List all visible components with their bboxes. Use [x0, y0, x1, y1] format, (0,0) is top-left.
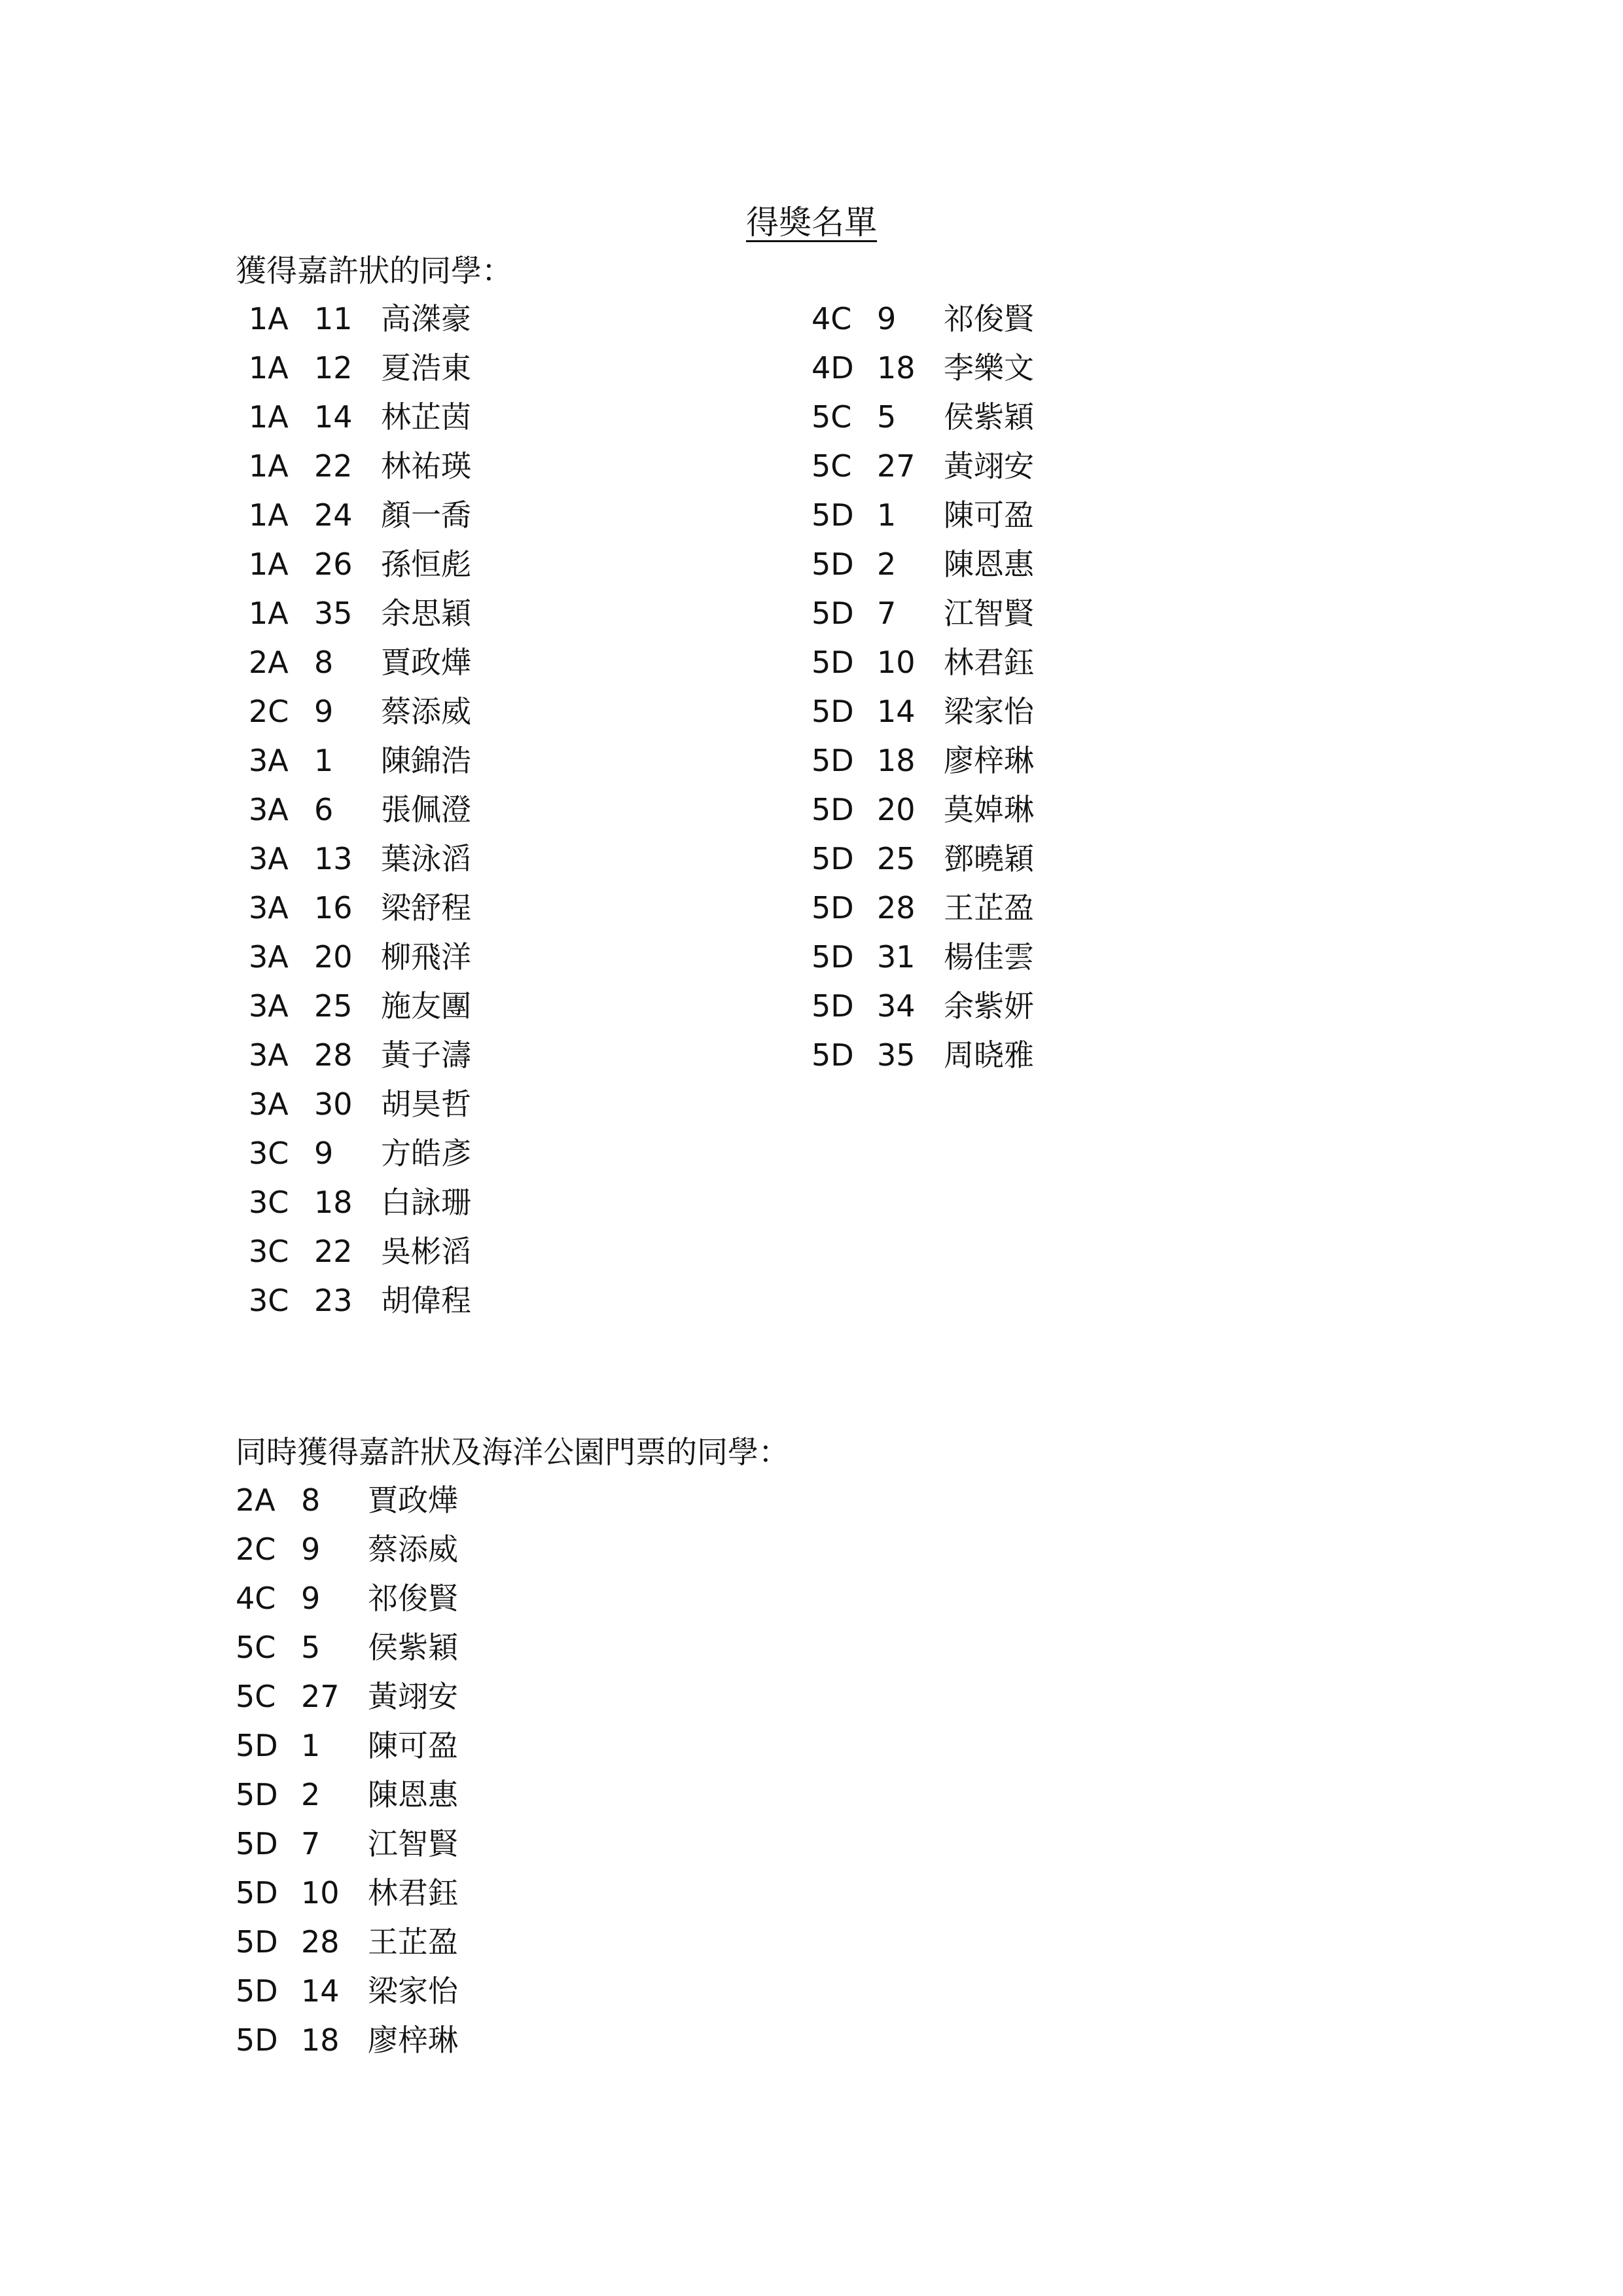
number-cell: 9 [877, 301, 897, 336]
name-cell: 賈政燁 [381, 645, 471, 680]
list-item [812, 540, 1114, 589]
number-cell: 22 [314, 448, 353, 484]
list-item [812, 638, 1114, 687]
name-cell: 黃子濤 [381, 1037, 471, 1073]
class-cell: 3C [249, 1234, 289, 1269]
number-cell: 12 [314, 350, 353, 386]
number-cell: 8 [314, 645, 334, 680]
list-item [249, 442, 551, 491]
class-cell: 1A [249, 448, 289, 484]
number-cell: 9 [301, 1532, 321, 1567]
list-item [812, 491, 1114, 540]
number-cell: 34 [877, 988, 916, 1024]
class-cell: 5D [236, 1924, 278, 1960]
name-cell: 王芷盈 [944, 890, 1034, 925]
list-item [236, 1869, 538, 1918]
class-cell: 2C [249, 694, 289, 729]
number-cell: 18 [877, 743, 916, 778]
name-cell: 蔡添威 [381, 694, 471, 729]
class-cell: 5D [236, 2022, 278, 2058]
class-cell: 5C [236, 1630, 276, 1665]
name-cell: 江智賢 [368, 1826, 458, 1861]
number-cell: 23 [314, 1283, 353, 1318]
class-cell: 1A [249, 497, 289, 533]
number-cell: 25 [877, 841, 916, 876]
list-item [249, 1031, 551, 1080]
name-cell: 祁俊賢 [368, 1581, 458, 1616]
list-item [812, 589, 1114, 638]
class-cell: 3A [249, 743, 289, 778]
name-cell: 賈政燁 [368, 1482, 458, 1518]
name-cell: 柳飛洋 [381, 939, 471, 975]
number-cell: 28 [314, 1037, 353, 1073]
number-cell: 27 [301, 1679, 340, 1714]
class-cell: 5D [812, 743, 854, 778]
document-title [0, 196, 1623, 249]
name-cell: 林君鈺 [368, 1875, 458, 1910]
name-cell: 黃翊安 [944, 448, 1034, 484]
name-cell: 陳可盈 [368, 1728, 458, 1763]
name-cell: 鄧曉穎 [944, 841, 1034, 876]
class-cell: 4C [812, 301, 852, 336]
number-cell: 9 [314, 1136, 334, 1171]
name-cell: 陳可盈 [944, 497, 1034, 533]
list-item [236, 1574, 538, 1623]
list-item [249, 1227, 551, 1276]
name-cell: 林君鈺 [944, 645, 1034, 680]
number-cell: 18 [314, 1185, 353, 1220]
class-cell: 5D [236, 1826, 278, 1861]
class-cell: 5D [812, 694, 854, 729]
name-cell: 白詠珊 [381, 1185, 471, 1220]
class-cell: 5D [812, 596, 854, 631]
number-cell: 18 [877, 350, 916, 386]
class-cell: 5D [812, 792, 854, 827]
class-cell: 3A [249, 988, 289, 1024]
class-cell: 4C [236, 1581, 276, 1616]
number-cell: 11 [314, 301, 353, 336]
name-cell: 胡昊哲 [381, 1086, 471, 1122]
list-item [812, 834, 1114, 884]
class-cell: 5D [236, 1728, 278, 1763]
list-item [236, 1967, 538, 2016]
number-cell: 26 [314, 547, 353, 582]
number-cell: 10 [301, 1875, 340, 1910]
class-cell: 3A [249, 841, 289, 876]
list-item [812, 393, 1114, 442]
number-cell: 14 [877, 694, 916, 729]
name-cell: 江智賢 [944, 596, 1034, 631]
list-item [249, 933, 551, 982]
number-cell: 13 [314, 841, 353, 876]
list-item [249, 344, 551, 393]
list-item [249, 638, 551, 687]
class-cell: 5D [812, 841, 854, 876]
name-cell: 楊佳雲 [944, 939, 1034, 975]
list-item [236, 1672, 538, 1721]
number-cell: 7 [301, 1826, 321, 1861]
class-cell: 5D [812, 1037, 854, 1073]
class-cell: 2A [249, 645, 289, 680]
name-cell: 梁家怡 [368, 1973, 458, 2009]
list-item [249, 834, 551, 884]
list-item [812, 884, 1114, 933]
section2-heading: 同時獲得嘉許狀及海洋公園門票的同學： [236, 1435, 789, 1471]
name-cell: 林祐瑛 [381, 448, 471, 484]
number-cell: 28 [877, 890, 916, 925]
number-cell: 2 [301, 1777, 321, 1812]
number-cell: 35 [877, 1037, 916, 1073]
list-item [249, 1080, 551, 1129]
number-cell: 9 [314, 694, 334, 729]
list-item [812, 295, 1114, 344]
list-item [249, 1129, 551, 1178]
name-cell: 莫婥琳 [944, 792, 1034, 827]
name-cell: 余紫妍 [944, 988, 1034, 1024]
name-cell: 王芷盈 [368, 1924, 458, 1960]
list-item [249, 491, 551, 540]
class-cell: 5D [812, 645, 854, 680]
name-cell: 夏浩東 [381, 350, 471, 386]
name-cell: 侯紫穎 [368, 1630, 458, 1665]
name-cell: 黃翊安 [368, 1679, 458, 1714]
class-cell: 5D [236, 1973, 278, 2009]
class-cell: 1A [249, 350, 289, 386]
number-cell: 20 [877, 792, 916, 827]
number-cell: 14 [301, 1973, 340, 2009]
class-cell: 5D [812, 497, 854, 533]
number-cell: 8 [301, 1482, 321, 1518]
list-item [236, 1476, 538, 1525]
name-cell: 張佩澄 [381, 792, 471, 827]
class-cell: 2A [236, 1482, 276, 1518]
class-cell: 5D [236, 1875, 278, 1910]
number-cell: 16 [314, 890, 353, 925]
list-item [812, 687, 1114, 736]
list-item [236, 1721, 538, 1770]
number-cell: 1 [877, 497, 897, 533]
name-cell: 侯紫穎 [944, 399, 1034, 435]
list-item [249, 687, 551, 736]
list-item [236, 1770, 538, 1820]
name-cell: 陳錦浩 [381, 743, 471, 778]
list-item [812, 1031, 1114, 1080]
name-cell: 高滐豪 [381, 301, 471, 336]
class-cell: 5C [812, 448, 852, 484]
number-cell: 25 [314, 988, 353, 1024]
list-item [236, 1918, 538, 1967]
list-item [249, 736, 551, 785]
name-cell: 廖梓琳 [368, 2022, 458, 2058]
class-cell: 3C [249, 1136, 289, 1171]
list-item [236, 2016, 538, 2065]
name-cell: 陳恩惠 [944, 547, 1034, 582]
class-cell: 3C [249, 1185, 289, 1220]
name-cell: 林芷茵 [381, 399, 471, 435]
class-cell: 3A [249, 792, 289, 827]
number-cell: 20 [314, 939, 353, 975]
list-item [249, 540, 551, 589]
list-item [236, 1525, 538, 1574]
name-cell: 陳恩惠 [368, 1777, 458, 1812]
class-cell: 3A [249, 890, 289, 925]
number-cell: 22 [314, 1234, 353, 1269]
class-cell: 3A [249, 1086, 289, 1122]
class-cell: 4D [812, 350, 854, 386]
list-item [249, 589, 551, 638]
number-cell: 35 [314, 596, 353, 631]
list-item [812, 933, 1114, 982]
list-item [812, 344, 1114, 393]
number-cell: 27 [877, 448, 916, 484]
number-cell: 1 [301, 1728, 321, 1763]
number-cell: 5 [877, 399, 897, 435]
list-item [236, 1820, 538, 1869]
list-item [249, 393, 551, 442]
name-cell: 顏一喬 [381, 497, 471, 533]
class-cell: 1A [249, 596, 289, 631]
list-item [812, 785, 1114, 834]
name-cell: 祁俊賢 [944, 301, 1034, 336]
list-item [249, 982, 551, 1031]
class-cell: 1A [249, 399, 289, 435]
class-cell: 2C [236, 1532, 276, 1567]
name-cell: 吳彬滔 [381, 1234, 471, 1269]
name-cell: 施友團 [381, 988, 471, 1024]
number-cell: 10 [877, 645, 916, 680]
number-cell: 18 [301, 2022, 340, 2058]
list-item [249, 884, 551, 933]
list-item [812, 736, 1114, 785]
name-cell: 胡偉程 [381, 1283, 471, 1318]
list-item [812, 982, 1114, 1031]
name-cell: 蔡添威 [368, 1532, 458, 1567]
list-item [236, 1623, 538, 1672]
number-cell: 6 [314, 792, 334, 827]
number-cell: 2 [877, 547, 897, 582]
name-cell: 梁家怡 [944, 694, 1034, 729]
list-item [249, 295, 551, 344]
number-cell: 24 [314, 497, 353, 533]
class-cell: 3A [249, 1037, 289, 1073]
class-cell: 3C [249, 1283, 289, 1318]
name-cell: 李樂文 [944, 350, 1034, 386]
section1-heading: 獲得嘉許狀的同學： [236, 253, 512, 289]
name-cell: 廖梓琳 [944, 743, 1034, 778]
number-cell: 5 [301, 1630, 321, 1665]
list-item [249, 1178, 551, 1227]
list-item [812, 442, 1114, 491]
number-cell: 7 [877, 596, 897, 631]
class-cell: 5D [812, 988, 854, 1024]
number-cell: 1 [314, 743, 334, 778]
list-item [249, 785, 551, 834]
document-title-text: 得獎名單 [746, 204, 877, 242]
class-cell: 5C [812, 399, 852, 435]
class-cell: 5D [812, 547, 854, 582]
class-cell: 1A [249, 547, 289, 582]
name-cell: 孫恒彪 [381, 547, 471, 582]
class-cell: 5C [236, 1679, 276, 1714]
class-cell: 5D [812, 939, 854, 975]
number-cell: 31 [877, 939, 916, 975]
name-cell: 梁舒程 [381, 890, 471, 925]
class-cell: 1A [249, 301, 289, 336]
number-cell: 14 [314, 399, 353, 435]
number-cell: 9 [301, 1581, 321, 1616]
number-cell: 30 [314, 1086, 353, 1122]
class-cell: 5D [812, 890, 854, 925]
name-cell: 方皓彥 [381, 1136, 471, 1171]
name-cell: 葉泳滔 [381, 841, 471, 876]
list-item [249, 1276, 551, 1325]
name-cell: 周晓雅 [944, 1037, 1034, 1073]
class-cell: 3A [249, 939, 289, 975]
class-cell: 5D [236, 1777, 278, 1812]
name-cell: 余思穎 [381, 596, 471, 631]
number-cell: 28 [301, 1924, 340, 1960]
